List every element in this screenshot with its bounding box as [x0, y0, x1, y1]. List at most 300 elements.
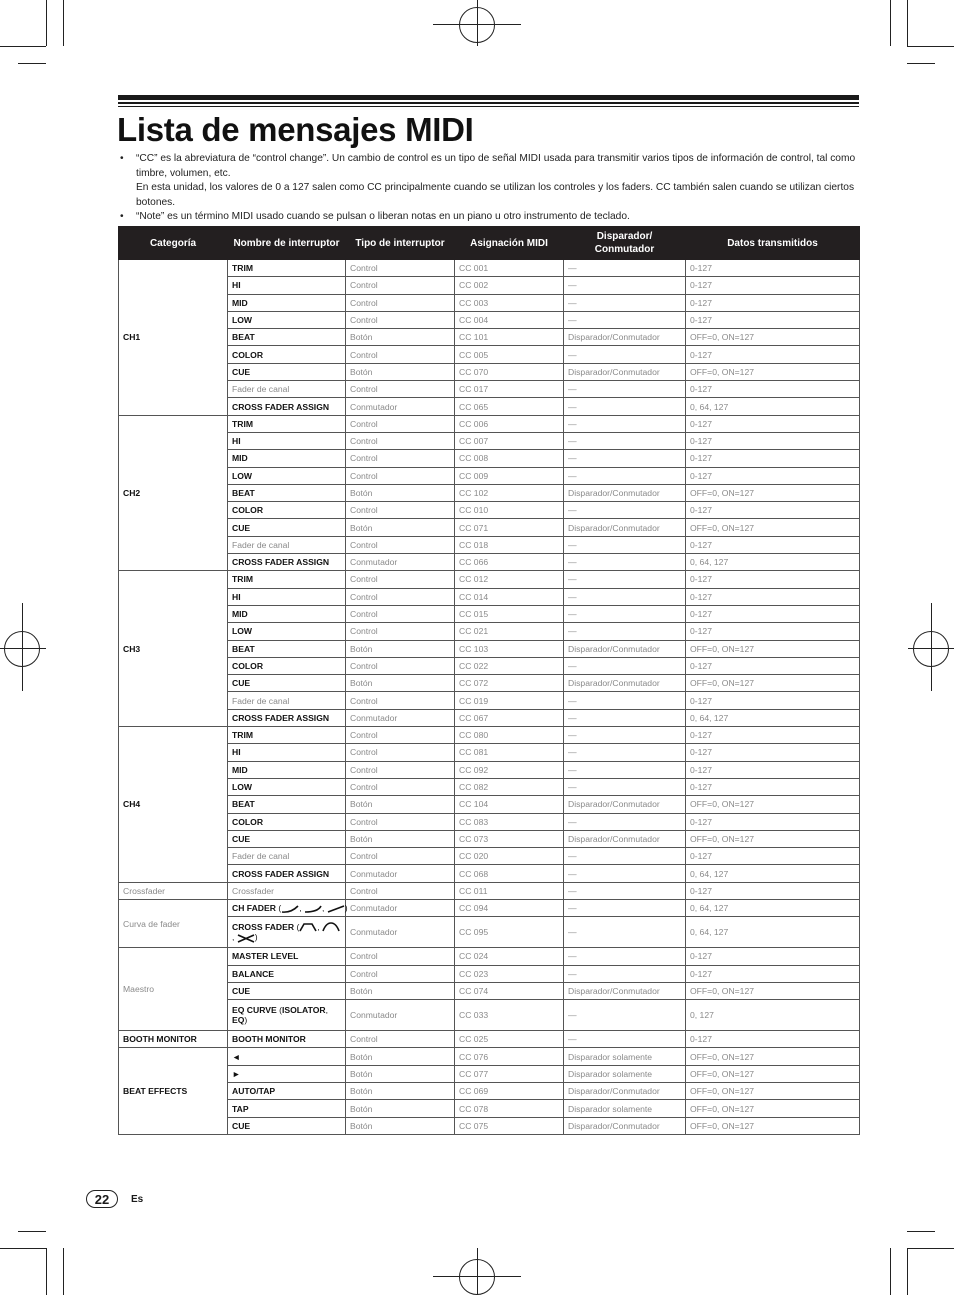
table-row — [119, 882, 860, 899]
switch-type-cell: Botón — [346, 796, 455, 813]
midi-assignment-cell: CC 076 — [455, 1048, 564, 1065]
category-cell: CH3 — [119, 571, 228, 727]
transmitted-data-cell: 0-127 — [686, 1031, 860, 1048]
midi-assignment-cell: CC 094 — [455, 899, 564, 916]
trigger-cell: Disparador solamente — [564, 1065, 686, 1082]
midi-assignment-cell: CC 065 — [455, 398, 564, 415]
bullet-cc-text: “CC” es la abreviatura de “control change”. Un cambio de control es un tipo de señal MIDI usada para transmitir varios tipos de información de control, tal como timbre, volumen, etc. — [136, 153, 856, 179]
table-row — [119, 727, 860, 744]
category-cell: CH1 — [119, 260, 228, 416]
switch-name-cell: LOW — [228, 311, 346, 328]
midi-assignment-cell: CC 101 — [455, 329, 564, 346]
midi-assignment-cell: CC 023 — [455, 965, 564, 982]
transmitted-data-cell: 0-127 — [686, 657, 860, 674]
switch-type-cell: Conmutador — [346, 1000, 455, 1031]
switch-name-cell: MID — [228, 605, 346, 622]
switch-type-cell: Botón — [346, 363, 455, 380]
switch-type-cell: Control — [346, 882, 455, 899]
table-row — [119, 830, 860, 847]
trigger-cell: — — [564, 571, 686, 588]
midi-assignment-cell: CC 074 — [455, 982, 564, 999]
trigger-cell: — — [564, 450, 686, 467]
midi-assignment-cell: CC 014 — [455, 588, 564, 605]
paren: ( — [275, 902, 282, 913]
switch-type-cell: Conmutador — [346, 398, 455, 415]
trigger-cell: — — [564, 311, 686, 328]
table-row — [119, 657, 860, 674]
switch-name-cell: MID — [228, 294, 346, 311]
switch-name-cell: HI — [228, 744, 346, 761]
table-row — [119, 761, 860, 778]
switch-name-cell: CUE — [228, 519, 346, 536]
switch-name-cell: ► — [228, 1065, 346, 1082]
switch-type-cell: Control — [346, 761, 455, 778]
bullet-note-text: “Note” es un término MIDI usado cuando se pulsan o liberan notas en un piano u otro instrumento de teclado. — [136, 211, 630, 222]
switch-name-label: EQ CURVE — [232, 1005, 277, 1016]
switch-name-cell — [228, 899, 346, 916]
table-row — [119, 1117, 860, 1134]
trigger-cell: — — [564, 554, 686, 571]
midi-assignment-cell: CC 103 — [455, 640, 564, 657]
option-isolator: ISOLATOR — [281, 1005, 326, 1016]
switch-name-cell: COLOR — [228, 657, 346, 674]
switch-name-cell: CUE — [228, 363, 346, 380]
switch-type-cell: Botón — [346, 982, 455, 999]
category-cell: BOOTH MONITOR — [119, 1031, 228, 1048]
midi-assignment-cell: CC 021 — [455, 623, 564, 640]
fader-curve-icon — [304, 904, 322, 914]
trigger-cell: Disparador/Conmutador — [564, 484, 686, 501]
switch-name-cell: BEAT — [228, 484, 346, 501]
page-number: 22 — [86, 1190, 118, 1208]
category-cell: Crossfader — [119, 882, 228, 899]
midi-assignment-cell: CC 066 — [455, 554, 564, 571]
option-eq: EQ — [232, 1015, 245, 1026]
switch-name-cell: LOW — [228, 778, 346, 795]
switch-type-cell: Control — [346, 536, 455, 553]
midi-assignment-cell: CC 020 — [455, 848, 564, 865]
midi-assignment-cell: CC 095 — [455, 917, 564, 948]
paren: ( — [294, 921, 300, 932]
transmitted-data-cell: 0-127 — [686, 502, 860, 519]
table-row — [119, 588, 860, 605]
switch-name-cell: Crossfader — [228, 882, 346, 899]
table-row — [119, 982, 860, 999]
trigger-cell: — — [564, 899, 686, 916]
trigger-cell: — — [564, 965, 686, 982]
fader-curve-icon — [322, 922, 340, 932]
transmitted-data-cell: OFF=0, ON=127 — [686, 830, 860, 847]
transmitted-data-cell: OFF=0, ON=127 — [686, 1117, 860, 1134]
table-row — [119, 450, 860, 467]
transmitted-data-cell: 0-127 — [686, 467, 860, 484]
switch-name-cell: MID — [228, 761, 346, 778]
table-row — [119, 432, 860, 449]
trigger-cell: Disparador/Conmutador — [564, 329, 686, 346]
table-row — [119, 294, 860, 311]
midi-assignment-cell: CC 067 — [455, 709, 564, 726]
header-switch-name: Nombre de interruptor — [228, 227, 346, 260]
switch-name-label: CH FADER — [232, 902, 276, 913]
table-row — [119, 519, 860, 536]
table-row — [119, 917, 860, 948]
category-cell: Maestro — [119, 948, 228, 1031]
transmitted-data-cell: 0-127 — [686, 277, 860, 294]
midi-assignment-cell: CC 070 — [455, 363, 564, 380]
midi-assignment-cell: CC 002 — [455, 277, 564, 294]
switch-type-cell: Conmutador — [346, 899, 455, 916]
midi-assignment-cell: CC 010 — [455, 502, 564, 519]
switch-name-cell: MASTER LEVEL — [228, 948, 346, 965]
trigger-cell: — — [564, 415, 686, 432]
transmitted-data-cell: 0-127 — [686, 882, 860, 899]
trigger-cell: — — [564, 882, 686, 899]
table-row — [119, 1100, 860, 1117]
switch-name-cell: TRIM — [228, 415, 346, 432]
switch-name-cell: CUE — [228, 675, 346, 692]
category-cell: CH2 — [119, 415, 228, 571]
transmitted-data-cell: 0-127 — [686, 381, 860, 398]
trigger-cell: — — [564, 744, 686, 761]
table-row — [119, 623, 860, 640]
bullet-cc-text-2: En esta unidad, los valores de 0 a 127 salen como CC principalmente cuando se utilizan los controles y los faders. CC también salen cuando se utilizan ciertos botones. — [136, 182, 855, 208]
trigger-cell: — — [564, 398, 686, 415]
midi-assignment-cell: CC 022 — [455, 657, 564, 674]
trigger-cell: Disparador/Conmutador — [564, 363, 686, 380]
switch-type-cell: Botón — [346, 1048, 455, 1065]
switch-name-cell: TRIM — [228, 571, 346, 588]
switch-name-cell: BEAT — [228, 796, 346, 813]
trigger-cell: — — [564, 778, 686, 795]
trigger-cell: — — [564, 623, 686, 640]
switch-type-cell: Conmutador — [346, 917, 455, 948]
table-header-row — [119, 227, 860, 260]
table-row — [119, 1065, 860, 1082]
header-midi-assignment: Asignación MIDI — [455, 227, 564, 260]
midi-assignment-cell: CC 078 — [455, 1100, 564, 1117]
transmitted-data-cell: 0-127 — [686, 965, 860, 982]
midi-assignment-cell: CC 068 — [455, 865, 564, 882]
switch-type-cell: Control — [346, 744, 455, 761]
transmitted-data-cell: OFF=0, ON=127 — [686, 329, 860, 346]
trigger-cell: — — [564, 692, 686, 709]
comma: , — [325, 1005, 328, 1016]
trigger-cell: — — [564, 813, 686, 830]
switch-type-cell: Botón — [346, 484, 455, 501]
header-category: Categoría — [119, 227, 228, 260]
trigger-cell: — — [564, 727, 686, 744]
midi-assignment-cell: CC 072 — [455, 675, 564, 692]
transmitted-data-cell: 0, 64, 127 — [686, 917, 860, 948]
midi-assignment-cell: CC 006 — [455, 415, 564, 432]
table-row — [119, 381, 860, 398]
switch-name-cell — [228, 1000, 346, 1031]
midi-assignment-cell: CC 011 — [455, 882, 564, 899]
trigger-cell: — — [564, 761, 686, 778]
page-title: Lista de mensajes MIDI — [117, 111, 474, 148]
transmitted-data-cell: 0-127 — [686, 692, 860, 709]
midi-assignment-cell: CC 104 — [455, 796, 564, 813]
switch-name-cell: BEAT — [228, 640, 346, 657]
midi-assignment-cell: CC 075 — [455, 1117, 564, 1134]
transmitted-data-cell: 0-127 — [686, 778, 860, 795]
comma: , — [232, 932, 237, 943]
midi-assignment-cell: CC 008 — [455, 450, 564, 467]
trigger-cell: — — [564, 588, 686, 605]
transmitted-data-cell: 0-127 — [686, 536, 860, 553]
switch-type-cell: Control — [346, 346, 455, 363]
switch-type-cell: Control — [346, 657, 455, 674]
header-switch-type: Tipo de interruptor — [346, 227, 455, 260]
transmitted-data-cell: 0-127 — [686, 727, 860, 744]
trigger-cell: Disparador solamente — [564, 1100, 686, 1117]
midi-assignment-cell: CC 033 — [455, 1000, 564, 1031]
midi-assignment-cell: CC 003 — [455, 294, 564, 311]
switch-name-cell: LOW — [228, 623, 346, 640]
paren: ) — [254, 932, 258, 943]
switch-type-cell: Botón — [346, 1117, 455, 1134]
switch-name-cell: CUE — [228, 1117, 346, 1134]
trigger-cell: Disparador/Conmutador — [564, 796, 686, 813]
switch-type-cell: Botón — [346, 830, 455, 847]
trigger-cell: — — [564, 381, 686, 398]
transmitted-data-cell: 0, 127 — [686, 1000, 860, 1031]
header-trigger-toggle: Disparador/ Conmutador — [564, 227, 686, 260]
switch-type-cell: Control — [346, 605, 455, 622]
midi-assignment-cell: CC 017 — [455, 381, 564, 398]
trigger-cell: — — [564, 260, 686, 277]
transmitted-data-cell: 0-127 — [686, 813, 860, 830]
table-row — [119, 1031, 860, 1048]
switch-name-cell — [228, 917, 346, 948]
trigger-cell: — — [564, 467, 686, 484]
trigger-cell: — — [564, 432, 686, 449]
switch-name-cell: COLOR — [228, 502, 346, 519]
switch-type-cell: Control — [346, 432, 455, 449]
transmitted-data-cell: 0, 64, 127 — [686, 554, 860, 571]
switch-name-cell: CUE — [228, 830, 346, 847]
switch-name-cell: ◄ — [228, 1048, 346, 1065]
switch-name-cell: Fader de canal — [228, 381, 346, 398]
trigger-cell: Disparador solamente — [564, 1048, 686, 1065]
switch-type-cell: Control — [346, 277, 455, 294]
switch-type-cell: Botón — [346, 1100, 455, 1117]
transmitted-data-cell: 0-127 — [686, 588, 860, 605]
trigger-cell: — — [564, 865, 686, 882]
category-cell: CH4 — [119, 727, 228, 883]
trigger-cell: Disparador/Conmutador — [564, 1083, 686, 1100]
midi-assignment-cell: CC 005 — [455, 346, 564, 363]
transmitted-data-cell: OFF=0, ON=127 — [686, 519, 860, 536]
midi-assignment-cell: CC 102 — [455, 484, 564, 501]
trigger-cell: — — [564, 536, 686, 553]
trigger-cell: Disparador/Conmutador — [564, 519, 686, 536]
table-row — [119, 848, 860, 865]
transmitted-data-cell: 0-127 — [686, 571, 860, 588]
switch-name-cell: BEAT — [228, 329, 346, 346]
midi-assignment-cell: CC 083 — [455, 813, 564, 830]
transmitted-data-cell: OFF=0, ON=127 — [686, 640, 860, 657]
switch-type-cell: Control — [346, 571, 455, 588]
intro-bullets — [118, 152, 858, 225]
switch-type-cell: Botón — [346, 675, 455, 692]
midi-assignment-cell: CC 009 — [455, 467, 564, 484]
switch-type-cell: Control — [346, 813, 455, 830]
midi-assignment-cell: CC 082 — [455, 778, 564, 795]
table-row — [119, 865, 860, 882]
switch-name-cell: Fader de canal — [228, 536, 346, 553]
trigger-cell: — — [564, 605, 686, 622]
transmitted-data-cell: OFF=0, ON=127 — [686, 1048, 860, 1065]
trigger-cell: — — [564, 346, 686, 363]
trigger-cell: Disparador/Conmutador — [564, 675, 686, 692]
trigger-cell: — — [564, 917, 686, 948]
switch-name-cell: HI — [228, 588, 346, 605]
midi-assignment-cell: CC 004 — [455, 311, 564, 328]
midi-assignment-cell: CC 092 — [455, 761, 564, 778]
transmitted-data-cell: OFF=0, ON=127 — [686, 484, 860, 501]
switch-type-cell: Control — [346, 588, 455, 605]
trigger-cell: Disparador/Conmutador — [564, 982, 686, 999]
table-row — [119, 467, 860, 484]
switch-type-cell: Control — [346, 948, 455, 965]
trigger-cell: — — [564, 657, 686, 674]
table-row — [119, 277, 860, 294]
midi-assignment-cell: CC 077 — [455, 1065, 564, 1082]
paren: ) — [344, 902, 348, 913]
trigger-cell: — — [564, 1031, 686, 1048]
trigger-cell: — — [564, 502, 686, 519]
fader-curve-icon — [299, 922, 317, 932]
transmitted-data-cell: 0-127 — [686, 260, 860, 277]
switch-type-cell: Control — [346, 965, 455, 982]
trigger-cell: Disparador/Conmutador — [564, 1117, 686, 1134]
switch-name-label: CROSS FADER — [232, 921, 295, 932]
switch-type-cell: Control — [346, 260, 455, 277]
switch-type-cell: Conmutador — [346, 865, 455, 882]
table-row — [119, 965, 860, 982]
transmitted-data-cell: OFF=0, ON=127 — [686, 363, 860, 380]
trigger-cell: — — [564, 294, 686, 311]
switch-name-cell: BALANCE — [228, 965, 346, 982]
table-row — [119, 415, 860, 432]
switch-type-cell: Control — [346, 1031, 455, 1048]
trigger-cell: — — [564, 709, 686, 726]
switch-type-cell: Control — [346, 450, 455, 467]
transmitted-data-cell: 0-127 — [686, 346, 860, 363]
midi-message-table — [118, 226, 860, 1135]
table-row — [119, 796, 860, 813]
transmitted-data-cell: 0, 64, 127 — [686, 865, 860, 882]
switch-name-cell: LOW — [228, 467, 346, 484]
category-cell: Curva de fader — [119, 899, 228, 947]
transmitted-data-cell: 0-127 — [686, 761, 860, 778]
midi-assignment-cell: CC 081 — [455, 744, 564, 761]
midi-assignment-cell: CC 073 — [455, 830, 564, 847]
transmitted-data-cell: OFF=0, ON=127 — [686, 675, 860, 692]
switch-type-cell: Control — [346, 415, 455, 432]
switch-type-cell: Botón — [346, 519, 455, 536]
trigger-cell: Disparador/Conmutador — [564, 640, 686, 657]
comma: , — [321, 902, 327, 913]
switch-name-cell: TRIM — [228, 260, 346, 277]
category-cell: BEAT EFFECTS — [119, 1048, 228, 1134]
table-row — [119, 363, 860, 380]
midi-assignment-cell: CC 012 — [455, 571, 564, 588]
switch-type-cell: Botón — [346, 329, 455, 346]
table-row — [119, 778, 860, 795]
table-row — [119, 605, 860, 622]
table-row — [119, 640, 860, 657]
switch-name-cell: COLOR — [228, 346, 346, 363]
switch-name-cell: Fader de canal — [228, 848, 346, 865]
switch-type-cell: Control — [346, 294, 455, 311]
table-row — [119, 329, 860, 346]
transmitted-data-cell: 0-127 — [686, 311, 860, 328]
table-row — [119, 1000, 860, 1031]
comma: , — [317, 921, 323, 932]
bullet-cc — [118, 152, 858, 210]
table-row — [119, 554, 860, 571]
table-row — [119, 1048, 860, 1065]
switch-name-cell: CROSS FADER ASSIGN — [228, 709, 346, 726]
transmitted-data-cell: OFF=0, ON=127 — [686, 1065, 860, 1082]
table-row — [119, 502, 860, 519]
switch-type-cell: Control — [346, 467, 455, 484]
fader-curve-icon — [327, 904, 345, 914]
switch-type-cell: Conmutador — [346, 709, 455, 726]
language-code: Es — [131, 1194, 144, 1205]
table-row — [119, 813, 860, 830]
trigger-cell: — — [564, 277, 686, 294]
table-row — [119, 398, 860, 415]
transmitted-data-cell: 0, 64, 127 — [686, 398, 860, 415]
table-row — [119, 1083, 860, 1100]
transmitted-data-cell: 0, 64, 127 — [686, 709, 860, 726]
transmitted-data-cell: 0-127 — [686, 605, 860, 622]
midi-assignment-cell: CC 001 — [455, 260, 564, 277]
paren: ) — [244, 1015, 248, 1026]
table-row — [119, 899, 860, 916]
switch-type-cell: Botón — [346, 640, 455, 657]
transmitted-data-cell: 0-127 — [686, 744, 860, 761]
switch-type-cell: Control — [346, 623, 455, 640]
table-row — [119, 311, 860, 328]
table-row — [119, 675, 860, 692]
table-row — [119, 709, 860, 726]
trigger-cell: — — [564, 1000, 686, 1031]
midi-assignment-cell: CC 069 — [455, 1083, 564, 1100]
switch-type-cell: Control — [346, 848, 455, 865]
paren: ( — [276, 1005, 282, 1016]
switch-name-cell: Fader de canal — [228, 692, 346, 709]
switch-name-cell: TAP — [228, 1100, 346, 1117]
switch-name-cell: AUTO/TAP — [228, 1083, 346, 1100]
trigger-cell: — — [564, 848, 686, 865]
transmitted-data-cell: 0-127 — [686, 294, 860, 311]
switch-name-cell: TRIM — [228, 727, 346, 744]
switch-type-cell: Control — [346, 502, 455, 519]
midi-assignment-cell: CC 015 — [455, 605, 564, 622]
trigger-cell: Disparador/Conmutador — [564, 830, 686, 847]
transmitted-data-cell: 0-127 — [686, 415, 860, 432]
header-transmitted-data: Datos transmitidos — [686, 227, 860, 260]
table-row — [119, 536, 860, 553]
switch-name-cell: CROSS FADER ASSIGN — [228, 398, 346, 415]
table-row — [119, 346, 860, 363]
switch-name-cell: BOOTH MONITOR — [228, 1031, 346, 1048]
midi-assignment-cell: CC 019 — [455, 692, 564, 709]
